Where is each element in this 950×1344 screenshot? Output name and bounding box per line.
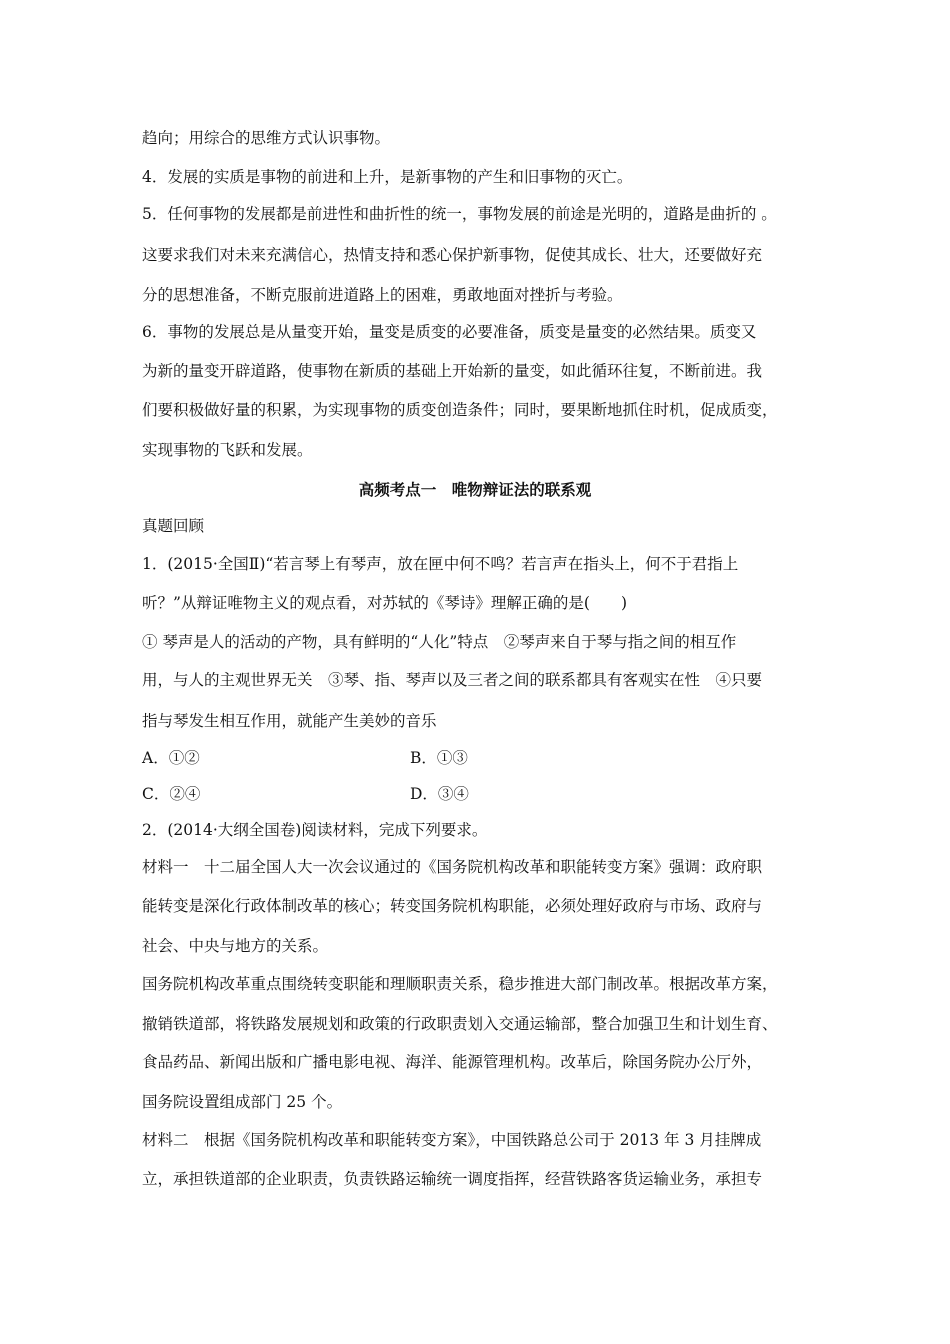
text-line: 为新的量变开辟道路，使事物在新质的基础上开始新的量变，如此循环往复，不断前进。我	[142, 362, 763, 380]
question-2-line: 国务院机构改革重点围绕转变职能和理顺职责关系，稳步推进大部门制改革。根据改革方案，	[142, 975, 778, 993]
option-c: C．②④	[142, 785, 201, 803]
question-2-line: 2．(2014·大纲全国卷)阅读材料，完成下列要求。	[142, 821, 488, 839]
subheading: 真题回顾	[142, 517, 205, 535]
question-1-line: 听？”从辩证唯物主义的观点看，对苏轼的《琴诗》理解正确的是( )	[142, 594, 628, 612]
text-line: 4．发展的实质是事物的前进和上升，是新事物的产生和旧事物的灭亡。	[142, 168, 633, 186]
option-d: D．③④	[410, 785, 469, 803]
text-line: 们要积极做好量的积累，为实现事物的质变创造条件；同时，要果断地抓住时机，促成质变，	[142, 401, 778, 419]
question-2-line: 能转变是深化行政体制改革的核心；转变国务院机构职能，必须处理好政府与市场、政府与	[142, 897, 763, 915]
question-1-line: ① 琴声是人的活动的产物，具有鲜明的“人化”特点 ②琴声来自于琴与指之间的相互作	[142, 633, 737, 651]
question-1-line: 1．(2015·全国Ⅱ)“若言琴上有琴声，放在匣中何不鸣？若言声在指头上，何不于君指上	[142, 555, 739, 573]
question-2-line: 撤销铁道部，将铁路发展规划和政策的行政职责划入交通运输部，整合加强卫生和计划生育、	[142, 1015, 778, 1033]
text-line: 5．任何事物的发展都是前进性和曲折性的统一，事物发展的前途是光明的，道路是曲折的 。	[142, 205, 777, 223]
section-title: 高频考点一 唯物辩证法的联系观	[358, 480, 592, 499]
text-line: 趋向；用综合的思维方式认识事物。	[142, 129, 391, 147]
question-2-line: 材料一 十二届全国人大一次会议通过的《国务院机构改革和职能转变方案》强调：政府职	[142, 858, 763, 876]
question-2-line: 材料二 根据《国务院机构改革和职能转变方案》，中国铁路总公司于 2013 年 3 月挂牌成	[142, 1131, 762, 1149]
text-line: 6．事物的发展总是从量变开始，量变是质变的必要准备，质变是量变的必然结果。质变又	[142, 323, 757, 341]
text-line: 这要求我们对未来充满信心，热情支持和悉心保护新事物，促使其成长、壮大，还要做好充	[142, 246, 763, 264]
option-b: B．①③	[410, 749, 468, 767]
text-line: 实现事物的飞跃和发展。	[142, 441, 313, 459]
question-2-line: 社会、中央与地方的关系。	[142, 937, 329, 955]
question-1-line: 指与琴发生相互作用，就能产生美妙的音乐	[142, 712, 437, 730]
question-2-line: 食品药品、新闻出版和广播电影电视、海洋、能源管理机构。改革后，除国务院办公厅外，	[142, 1053, 763, 1071]
question-2-line: 立，承担铁道部的企业职责，负责铁路运输统一调度指挥，经营铁路客货运输业务，承担专	[142, 1170, 763, 1188]
option-a: A．①②	[142, 749, 200, 767]
question-2-line: 国务院设置组成部门 25 个。	[142, 1093, 343, 1111]
text-line: 分的思想准备，不断克服前进道路上的困难，勇敢地面对挫折与考验。	[142, 286, 623, 304]
question-1-line: 用，与人的主观世界无关 ③琴、指、琴声以及三者之间的联系都具有客观实在性 ④只要	[142, 671, 763, 689]
